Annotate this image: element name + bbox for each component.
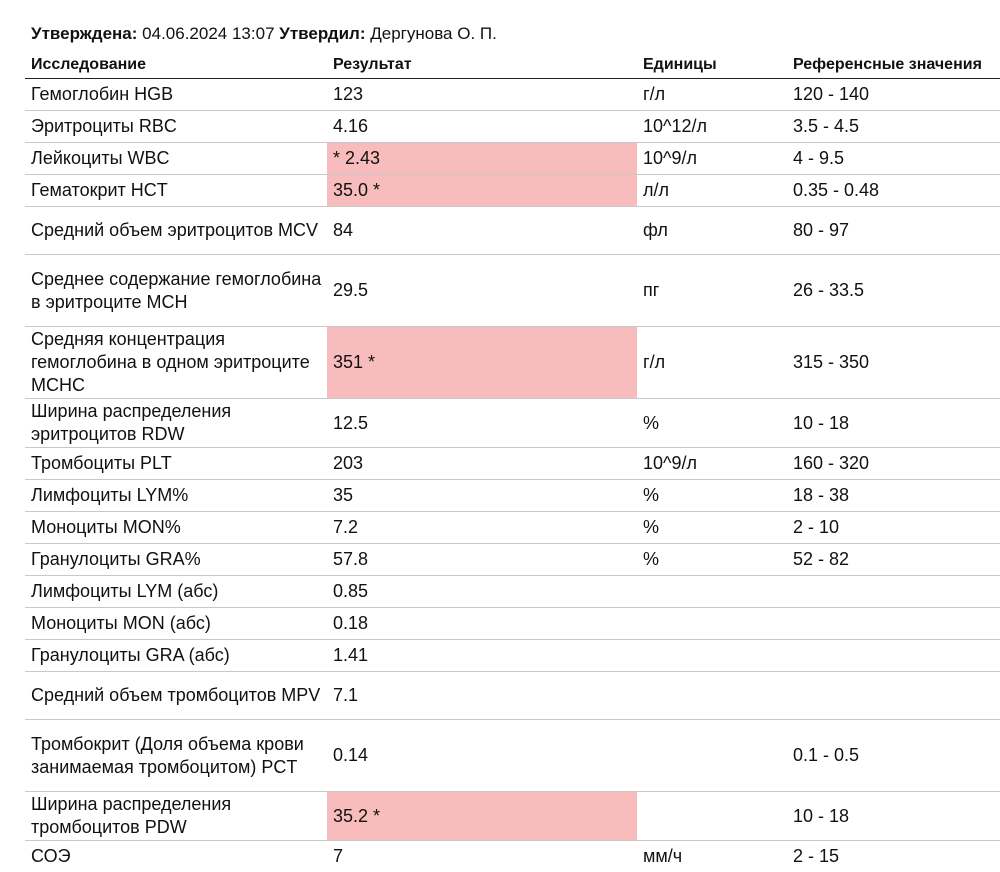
- result-value: 7.2: [327, 512, 637, 544]
- reference-value: 2 - 10: [787, 512, 1000, 544]
- table-row: [25, 207, 1000, 255]
- result-value: 123: [327, 79, 637, 111]
- test-name: Гематокрит HCT: [25, 175, 327, 207]
- units-value: %: [637, 399, 787, 448]
- test-name: Ширина распределения тромбоцитов PDW: [25, 792, 327, 841]
- reference-value: [787, 576, 1000, 608]
- column-header-result: Результат: [327, 51, 637, 79]
- test-name: Тромбоциты PLT: [25, 448, 327, 480]
- approved-label: Утверждена:: [31, 24, 137, 43]
- table-row: [25, 79, 1000, 111]
- test-name: Моноциты MON%: [25, 512, 327, 544]
- result-value: 1.41: [327, 640, 637, 672]
- units-value: 10^9/л: [637, 448, 787, 480]
- test-name: Моноциты MON (абс): [25, 608, 327, 640]
- test-name: СОЭ: [25, 841, 327, 872]
- table-row: [25, 544, 1000, 576]
- column-header-test: Исследование: [25, 51, 327, 79]
- units-value: л/л: [637, 175, 787, 207]
- units-value: [637, 576, 787, 608]
- units-value: г/л: [637, 327, 787, 399]
- units-value: [637, 672, 787, 720]
- reference-value: 315 - 350: [787, 327, 1000, 399]
- result-value: 203: [327, 448, 637, 480]
- result-value-flagged: * 2.43: [327, 143, 637, 175]
- units-value: %: [637, 544, 787, 576]
- result-value: 0.14: [327, 720, 637, 792]
- units-value: [637, 792, 787, 841]
- table-header-row: [25, 51, 1000, 79]
- units-value: пг: [637, 255, 787, 327]
- table-row: [25, 608, 1000, 640]
- test-name: Ширина распределения эритроцитов RDW: [25, 399, 327, 448]
- table-row: [25, 448, 1000, 480]
- test-name: Лейкоциты WBC: [25, 143, 327, 175]
- reference-value: 0.35 - 0.48: [787, 175, 1000, 207]
- test-name: Лимфоциты LYM%: [25, 480, 327, 512]
- table-row: [25, 143, 1000, 175]
- reference-value: [787, 608, 1000, 640]
- reference-value: 26 - 33.5: [787, 255, 1000, 327]
- results-table: [25, 51, 1000, 872]
- table-row: [25, 175, 1000, 207]
- result-value: 29.5: [327, 255, 637, 327]
- result-value-flagged: 35.2 *: [327, 792, 637, 841]
- units-value: 10^12/л: [637, 111, 787, 143]
- units-value: %: [637, 480, 787, 512]
- reference-value: 4 - 9.5: [787, 143, 1000, 175]
- units-value: г/л: [637, 79, 787, 111]
- test-name: Гранулоциты GRA (абс): [25, 640, 327, 672]
- approval-line: [31, 23, 497, 45]
- units-value: мм/ч: [637, 841, 787, 872]
- units-value: фл: [637, 207, 787, 255]
- reference-value: 18 - 38: [787, 480, 1000, 512]
- units-value: 10^9/л: [637, 143, 787, 175]
- column-header-units: Единицы: [637, 51, 787, 79]
- units-value: [637, 640, 787, 672]
- test-name: Гемоглобин HGB: [25, 79, 327, 111]
- table-row: [25, 111, 1000, 143]
- approved-datetime: 04.06.2024 13:07: [142, 24, 274, 43]
- test-name: Эритроциты RBC: [25, 111, 327, 143]
- result-value-flagged: 351 *: [327, 327, 637, 399]
- result-value: 12.5: [327, 399, 637, 448]
- table-row: [25, 672, 1000, 720]
- test-name: Средний объем тромбоцитов MPV: [25, 672, 327, 720]
- reference-value: 120 - 140: [787, 79, 1000, 111]
- result-value: 0.18: [327, 608, 637, 640]
- units-value: [637, 720, 787, 792]
- table-row: [25, 399, 1000, 448]
- table-row: [25, 512, 1000, 544]
- reference-value: 3.5 - 4.5: [787, 111, 1000, 143]
- test-name: Гранулоциты GRA%: [25, 544, 327, 576]
- table-row: [25, 720, 1000, 792]
- approver-name: Дергунова О. П.: [370, 24, 497, 43]
- result-value: 7.1: [327, 672, 637, 720]
- reference-value: 2 - 15: [787, 841, 1000, 872]
- result-value: 4.16: [327, 111, 637, 143]
- reference-value: 52 - 82: [787, 544, 1000, 576]
- result-value-flagged: 35.0 *: [327, 175, 637, 207]
- result-value: 7: [327, 841, 637, 872]
- column-header-reference: Референсные значения: [787, 51, 1000, 79]
- table-row: [25, 640, 1000, 672]
- reference-value: 80 - 97: [787, 207, 1000, 255]
- units-value: %: [637, 512, 787, 544]
- reference-value: [787, 640, 1000, 672]
- test-name: Тромбокрит (Доля объема крови занимаемая тромбоцитом) PCT: [25, 720, 327, 792]
- reference-value: 10 - 18: [787, 792, 1000, 841]
- table-row: [25, 327, 1000, 399]
- result-value: 57.8: [327, 544, 637, 576]
- result-value: 0.85: [327, 576, 637, 608]
- table-row: [25, 480, 1000, 512]
- result-value: 84: [327, 207, 637, 255]
- table-row: [25, 792, 1000, 841]
- reference-value: 0.1 - 0.5: [787, 720, 1000, 792]
- table-row: [25, 255, 1000, 327]
- test-name: Средний объем эритроцитов MCV: [25, 207, 327, 255]
- approver-label: Утвердил:: [279, 24, 365, 43]
- table-row: [25, 841, 1000, 872]
- test-name: Средняя концентрация гемоглобина в одном эритроците MCHC: [25, 327, 327, 399]
- units-value: [637, 608, 787, 640]
- reference-value: [787, 672, 1000, 720]
- test-name: Среднее содержание гемоглобина в эритроците MCH: [25, 255, 327, 327]
- result-value: 35: [327, 480, 637, 512]
- reference-value: 160 - 320: [787, 448, 1000, 480]
- table-row: [25, 576, 1000, 608]
- reference-value: 10 - 18: [787, 399, 1000, 448]
- test-name: Лимфоциты LYM (абс): [25, 576, 327, 608]
